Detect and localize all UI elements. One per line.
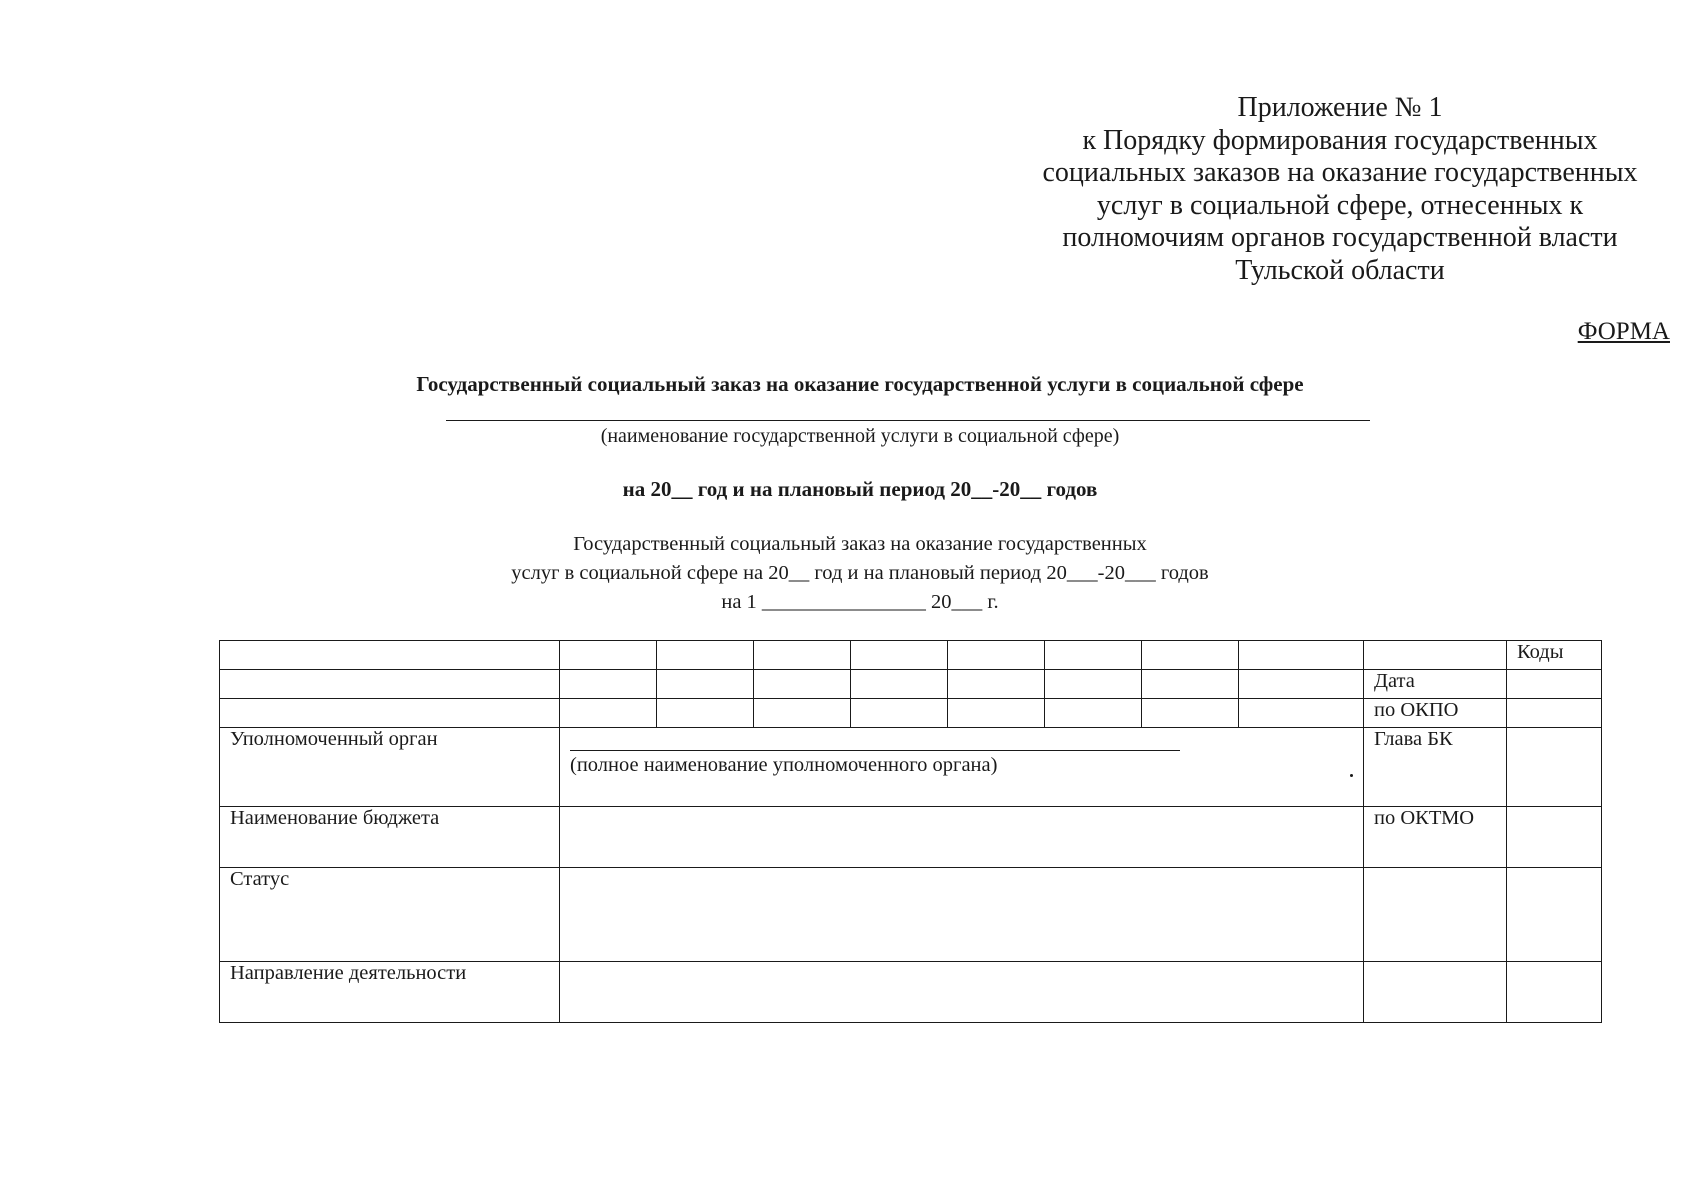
table-cell [657,699,754,728]
table-cell [1045,641,1142,670]
table-cell [1239,641,1364,670]
table-cell [657,641,754,670]
table-cell [560,670,657,699]
authority-fill-line [570,750,1180,751]
row-authority [220,728,1602,807]
table-cell [754,641,851,670]
table-cell [851,670,948,699]
table-cell [1239,670,1364,699]
table-cell [1142,641,1239,670]
service-name-caption: (наименование государственной услуги в социальной сфере) [600,425,1120,447]
form-label: ФОРМА [1577,318,1670,345]
codes-header: Коды [1507,641,1602,670]
table-cell [754,670,851,699]
table-cell [948,670,1045,699]
table-cell [220,699,560,728]
order-line-1: Государственный социальный заказ на оказание государственных [573,533,1147,555]
scan-dot [1350,774,1353,777]
row-budget [220,807,1602,868]
table-cell [1142,699,1239,728]
appendix-line-5: полномочиям органов государственной власти [1062,222,1618,253]
code-value-date[interactable] [1507,670,1602,699]
table-cell [1045,670,1142,699]
code-value-oktmo[interactable] [1507,807,1602,868]
table-cell [1364,962,1507,1023]
order-line-2: услуг в социальной сфере на 20__ год и на плановый период 20___-20___ годов [511,562,1209,584]
document-title: Государственный социальный заказ на оказание государственной услуги в социальной сфере [416,372,1304,396]
code-label-glava-bk: Глава БК [1364,728,1507,807]
appendix-line-4: услуг в социальной сфере, отнесенных к [1096,189,1584,221]
table-header-row-1 [220,641,1602,670]
appendix-line-3: социальных заказов на оказание государственных [1042,157,1638,188]
table-cell [754,699,851,728]
appendix-line-2: к Порядку формирования государственных [1082,124,1598,156]
code-value-okpo[interactable] [1507,699,1602,728]
table-header-row-2 [220,670,1602,699]
table-cell [1045,699,1142,728]
appendix-header [1020,92,1660,287]
row-direction [220,962,1602,1023]
table-header-row-3 [220,699,1602,728]
code-label-date: Дата [1364,670,1507,699]
table-cell [948,641,1045,670]
period-heading: на 20__ год и на плановый период 20__-20__ годов [622,477,1098,501]
table-cell [657,670,754,699]
authority-caption: (полное наименование уполномоченного органа) [570,754,998,776]
order-description [330,530,1390,617]
service-name-field-line [446,420,1370,421]
status-label: Статус [220,868,560,962]
table-cell [560,699,657,728]
table-cell [948,699,1045,728]
table-cell [1364,868,1507,962]
table-cell [851,641,948,670]
status-field[interactable] [560,868,1364,962]
appendix-line-1: Приложение № 1 [1237,92,1443,123]
row-status [220,868,1602,962]
budget-field[interactable] [560,807,1364,868]
table-cell [1142,670,1239,699]
budget-label: Наименование бюджета [220,807,560,868]
code-label-okpo: по ОКПО [1364,699,1507,728]
table-cell [1239,699,1364,728]
authority-field[interactable] [560,728,1364,807]
direction-field[interactable] [560,962,1364,1023]
form-table [219,640,1602,1023]
authority-field-content [570,728,1353,806]
table-cell [560,641,657,670]
appendix-line-6: Тульской области [1235,254,1445,286]
code-value-glava-bk[interactable] [1507,728,1602,807]
order-line-3: на 1 ________________ 20___ г. [721,591,999,613]
code-value-status[interactable] [1507,868,1602,962]
table-cell [220,641,560,670]
code-label-oktmo: по ОКТМО [1364,807,1507,868]
table-cell [851,699,948,728]
table-cell [1364,641,1507,670]
table-cell [220,670,560,699]
direction-label: Направление деятельности [220,962,560,1023]
code-value-direction[interactable] [1507,962,1602,1023]
authority-label: Уполномоченный орган [220,728,560,807]
